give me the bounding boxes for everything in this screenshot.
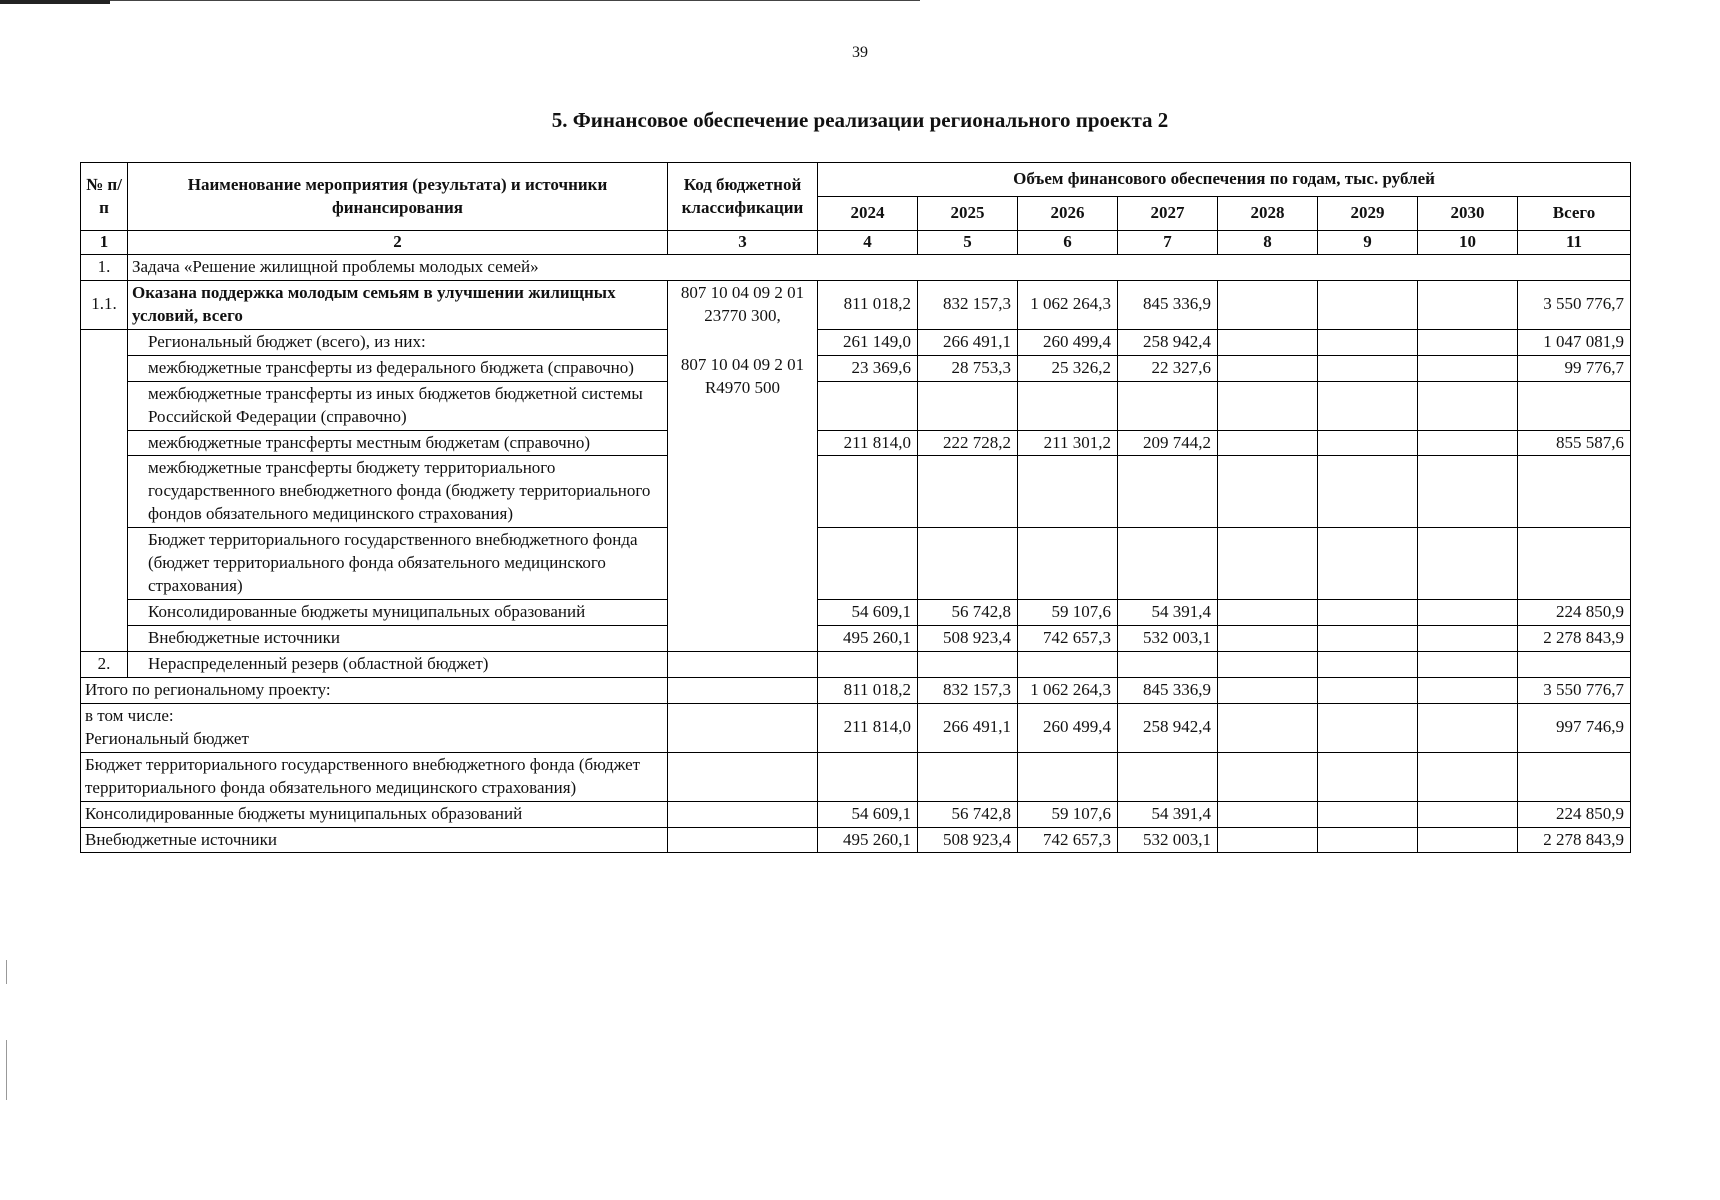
value-cell: 54 391,4 [1118, 600, 1218, 626]
value-cell [1318, 703, 1418, 752]
value-cell: 508 923,4 [918, 626, 1018, 652]
scan-edge-line [0, 0, 110, 4]
value-cell: 260 499,4 [1018, 703, 1118, 752]
row-num: 1. [81, 254, 128, 280]
value-cell: 832 157,3 [918, 280, 1018, 329]
col-number: 5 [918, 231, 1018, 255]
value-cell [1218, 703, 1318, 752]
value-cell: 22 327,6 [1118, 355, 1218, 381]
value-cell [918, 528, 1018, 600]
total-cell: 3 550 776,7 [1518, 280, 1631, 329]
column-number-row [81, 231, 1631, 255]
row-num-empty [81, 329, 128, 651]
value-cell [1318, 626, 1418, 652]
value-cell: 845 336,9 [1118, 280, 1218, 329]
table-row [81, 456, 1631, 528]
value-cell [1318, 355, 1418, 381]
empty-cell [668, 801, 818, 827]
empty-cell [668, 651, 818, 677]
value-cell [818, 456, 918, 528]
value-cell: 811 018,2 [818, 677, 918, 703]
value-cell: 742 657,3 [1018, 626, 1118, 652]
empty-cell [1518, 651, 1631, 677]
col-number: 2 [128, 231, 668, 255]
reserve-row [81, 651, 1631, 677]
row-name: межбюджетные трансферты местным бюджетам (справочно) [128, 430, 668, 456]
value-cell [1318, 600, 1418, 626]
value-cell [1418, 329, 1518, 355]
col-number: 6 [1018, 231, 1118, 255]
header-year: 2027 [1118, 197, 1218, 231]
row-name: межбюджетные трансферты из федерального бюджета (справочно) [128, 355, 668, 381]
total-cell: 224 850,9 [1518, 801, 1631, 827]
empty-cell [668, 677, 818, 703]
value-cell [1418, 355, 1518, 381]
task-row [81, 254, 1631, 280]
value-cell: 1 062 264,3 [1018, 677, 1118, 703]
value-cell [1218, 626, 1318, 652]
value-cell [1418, 381, 1518, 430]
header-num: № п/п [81, 163, 128, 231]
value-cell [1218, 430, 1318, 456]
table-row [81, 600, 1631, 626]
row-name: Консолидированные бюджеты муниципальных образований [128, 600, 668, 626]
value-cell [1318, 827, 1418, 853]
value-cell [1018, 456, 1118, 528]
value-cell [1218, 381, 1318, 430]
total-cell [1518, 381, 1631, 430]
value-cell: 532 003,1 [1118, 626, 1218, 652]
value-cell: 54 609,1 [818, 600, 918, 626]
value-cell: 56 742,8 [918, 801, 1018, 827]
total-cell: 997 746,9 [1518, 703, 1631, 752]
value-cell [1318, 280, 1418, 329]
value-cell [1118, 752, 1218, 801]
value-cell [1018, 528, 1118, 600]
value-cell [1118, 381, 1218, 430]
col-number: 10 [1418, 231, 1518, 255]
total-name-line: Региональный бюджет [85, 728, 249, 748]
header-code: Код бюджетной классификации [668, 163, 818, 231]
value-cell: 222 728,2 [918, 430, 1018, 456]
total-cell [1518, 752, 1631, 801]
page-title: 5. Финансовое обеспечение реализации регионального проекта 2 [551, 108, 1169, 132]
value-cell [1218, 355, 1318, 381]
value-cell: 54 391,4 [1118, 801, 1218, 827]
total-cell [1518, 528, 1631, 600]
value-cell [1418, 430, 1518, 456]
value-cell [818, 528, 918, 600]
value-cell: 495 260,1 [818, 626, 918, 652]
scan-edge-mark [6, 960, 7, 984]
value-cell [1318, 430, 1418, 456]
empty-cell [1018, 651, 1118, 677]
header-year: 2029 [1318, 197, 1418, 231]
value-cell [1218, 280, 1318, 329]
col-number: 4 [818, 231, 918, 255]
value-cell: 261 149,0 [818, 329, 918, 355]
value-cell [1318, 528, 1418, 600]
value-cell: 28 753,3 [918, 355, 1018, 381]
financing-table [80, 162, 1631, 853]
task-name: Задача «Решение жилищной проблемы молодых семей» [128, 254, 1631, 280]
empty-cell [918, 651, 1018, 677]
value-cell [1318, 329, 1418, 355]
value-cell: 495 260,1 [818, 827, 918, 853]
empty-cell [1218, 651, 1318, 677]
value-cell: 54 609,1 [818, 801, 918, 827]
header-year: 2026 [1018, 197, 1118, 231]
header-year: 2025 [918, 197, 1018, 231]
header-row [81, 163, 1631, 197]
value-cell [918, 752, 1018, 801]
value-cell [918, 381, 1018, 430]
value-cell [1218, 528, 1318, 600]
table-row [81, 528, 1631, 600]
value-cell: 23 369,6 [818, 355, 918, 381]
value-cell [1118, 528, 1218, 600]
value-cell: 266 491,1 [918, 329, 1018, 355]
row-name: Бюджет территориального государственного внебюджетного фонда (бюджет территориального фонда обязательного медицинского страхования) [128, 528, 668, 600]
table-row [81, 430, 1631, 456]
header-name: Наименование мероприятия (результата) и источники финансирования [128, 163, 668, 231]
total-cell [1518, 456, 1631, 528]
value-cell [1218, 329, 1318, 355]
total-cell: 2 278 843,9 [1518, 827, 1631, 853]
total-name [81, 703, 668, 752]
row-name: Оказана поддержка молодым семьям в улучшении жилищных условий, всего [128, 280, 668, 329]
value-cell: 742 657,3 [1018, 827, 1118, 853]
table-row [81, 381, 1631, 430]
value-cell [1318, 801, 1418, 827]
value-cell: 25 326,2 [1018, 355, 1118, 381]
value-cell [1018, 752, 1118, 801]
value-cell: 266 491,1 [918, 703, 1018, 752]
total-name: Консолидированные бюджеты муниципальных образований [81, 801, 668, 827]
value-cell [1418, 626, 1518, 652]
total-row [81, 801, 1631, 827]
empty-cell [668, 827, 818, 853]
value-cell: 59 107,6 [1018, 801, 1118, 827]
col-number: 8 [1218, 231, 1318, 255]
budget-code: 807 10 04 09 2 01 R4970 500 [680, 354, 805, 397]
row-name: межбюджетные трансферты из иных бюджетов бюджетной системы Российской Федерации (справочно) [128, 381, 668, 430]
empty-cell [1318, 651, 1418, 677]
value-cell [1218, 600, 1318, 626]
col-number: 9 [1318, 231, 1418, 255]
budget-code-cell [668, 280, 818, 651]
page-number: 39 [852, 44, 868, 61]
value-cell [1318, 456, 1418, 528]
value-cell [1418, 528, 1518, 600]
col-number: 3 [668, 231, 818, 255]
value-cell [1218, 677, 1318, 703]
value-cell: 811 018,2 [818, 280, 918, 329]
value-cell: 211 814,0 [818, 703, 918, 752]
value-cell [1418, 801, 1518, 827]
total-name: Итого по региональному проекту: [81, 677, 668, 703]
value-cell [1418, 280, 1518, 329]
row-name: Внебюджетные источники [128, 626, 668, 652]
value-cell: 532 003,1 [1118, 827, 1218, 853]
value-cell [1318, 752, 1418, 801]
row-name: межбюджетные трансферты бюджету территориального государственного внебюджетного фонда (бюджету территориального фондов обязательного медицинского страхования) [128, 456, 668, 528]
total-name-line: в том числе: [85, 705, 174, 725]
empty-cell [1118, 651, 1218, 677]
value-cell: 845 336,9 [1118, 677, 1218, 703]
value-cell: 1 062 264,3 [1018, 280, 1118, 329]
total-cell: 1 047 081,9 [1518, 329, 1631, 355]
value-cell [1418, 600, 1518, 626]
total-row [81, 827, 1631, 853]
value-cell: 258 942,4 [1118, 703, 1218, 752]
value-cell [1418, 752, 1518, 801]
value-cell [1418, 827, 1518, 853]
total-cell: 855 587,6 [1518, 430, 1631, 456]
row-name: Нераспределенный резерв (областной бюджет) [128, 651, 668, 677]
value-cell [818, 752, 918, 801]
empty-cell [818, 651, 918, 677]
header-total: Всего [1518, 197, 1631, 231]
value-cell [1418, 677, 1518, 703]
header-volume: Объем финансового обеспечения по годам, тыс. рублей [818, 163, 1631, 197]
col-number: 1 [81, 231, 128, 255]
total-name: Бюджет территориального государственного внебюджетного фонда (бюджет территориального фонда обязательного медицинского страхования) [81, 752, 668, 801]
value-cell [1418, 703, 1518, 752]
value-cell [1218, 456, 1318, 528]
value-cell: 258 942,4 [1118, 329, 1218, 355]
value-cell [1118, 456, 1218, 528]
total-cell: 99 776,7 [1518, 355, 1631, 381]
total-name: Внебюджетные источники [81, 827, 668, 853]
col-number: 7 [1118, 231, 1218, 255]
total-cell: 224 850,9 [1518, 600, 1631, 626]
total-row [81, 752, 1631, 801]
empty-cell [668, 703, 818, 752]
total-row [81, 703, 1631, 752]
total-row [81, 677, 1631, 703]
row-num: 2. [81, 651, 128, 677]
value-cell [918, 456, 1018, 528]
value-cell: 211 301,2 [1018, 430, 1118, 456]
total-cell: 3 550 776,7 [1518, 677, 1631, 703]
value-cell: 211 814,0 [818, 430, 918, 456]
value-cell [1018, 381, 1118, 430]
value-cell [818, 381, 918, 430]
col-number: 11 [1518, 231, 1631, 255]
scan-edge-line [110, 0, 920, 1]
value-cell: 209 744,2 [1118, 430, 1218, 456]
budget-code: 807 10 04 09 2 01 23770 300, [680, 282, 805, 325]
scan-edge-mark [6, 1040, 7, 1100]
row-num: 1.1. [81, 280, 128, 329]
value-cell [1318, 677, 1418, 703]
empty-cell [668, 752, 818, 801]
value-cell: 508 923,4 [918, 827, 1018, 853]
value-cell: 59 107,6 [1018, 600, 1118, 626]
value-cell: 260 499,4 [1018, 329, 1118, 355]
table-row [81, 355, 1631, 381]
table-row [81, 626, 1631, 652]
total-cell: 2 278 843,9 [1518, 626, 1631, 652]
header-year: 2030 [1418, 197, 1518, 231]
value-cell [1218, 827, 1318, 853]
value-cell [1218, 752, 1318, 801]
value-cell: 56 742,8 [918, 600, 1018, 626]
value-cell: 832 157,3 [918, 677, 1018, 703]
header-year: 2024 [818, 197, 918, 231]
header-year: 2028 [1218, 197, 1318, 231]
table-row [81, 329, 1631, 355]
value-cell [1318, 381, 1418, 430]
table-row [81, 280, 1631, 329]
row-name: Региональный бюджет (всего), из них: [128, 329, 668, 355]
value-cell [1418, 456, 1518, 528]
empty-cell [1418, 651, 1518, 677]
value-cell [1218, 801, 1318, 827]
